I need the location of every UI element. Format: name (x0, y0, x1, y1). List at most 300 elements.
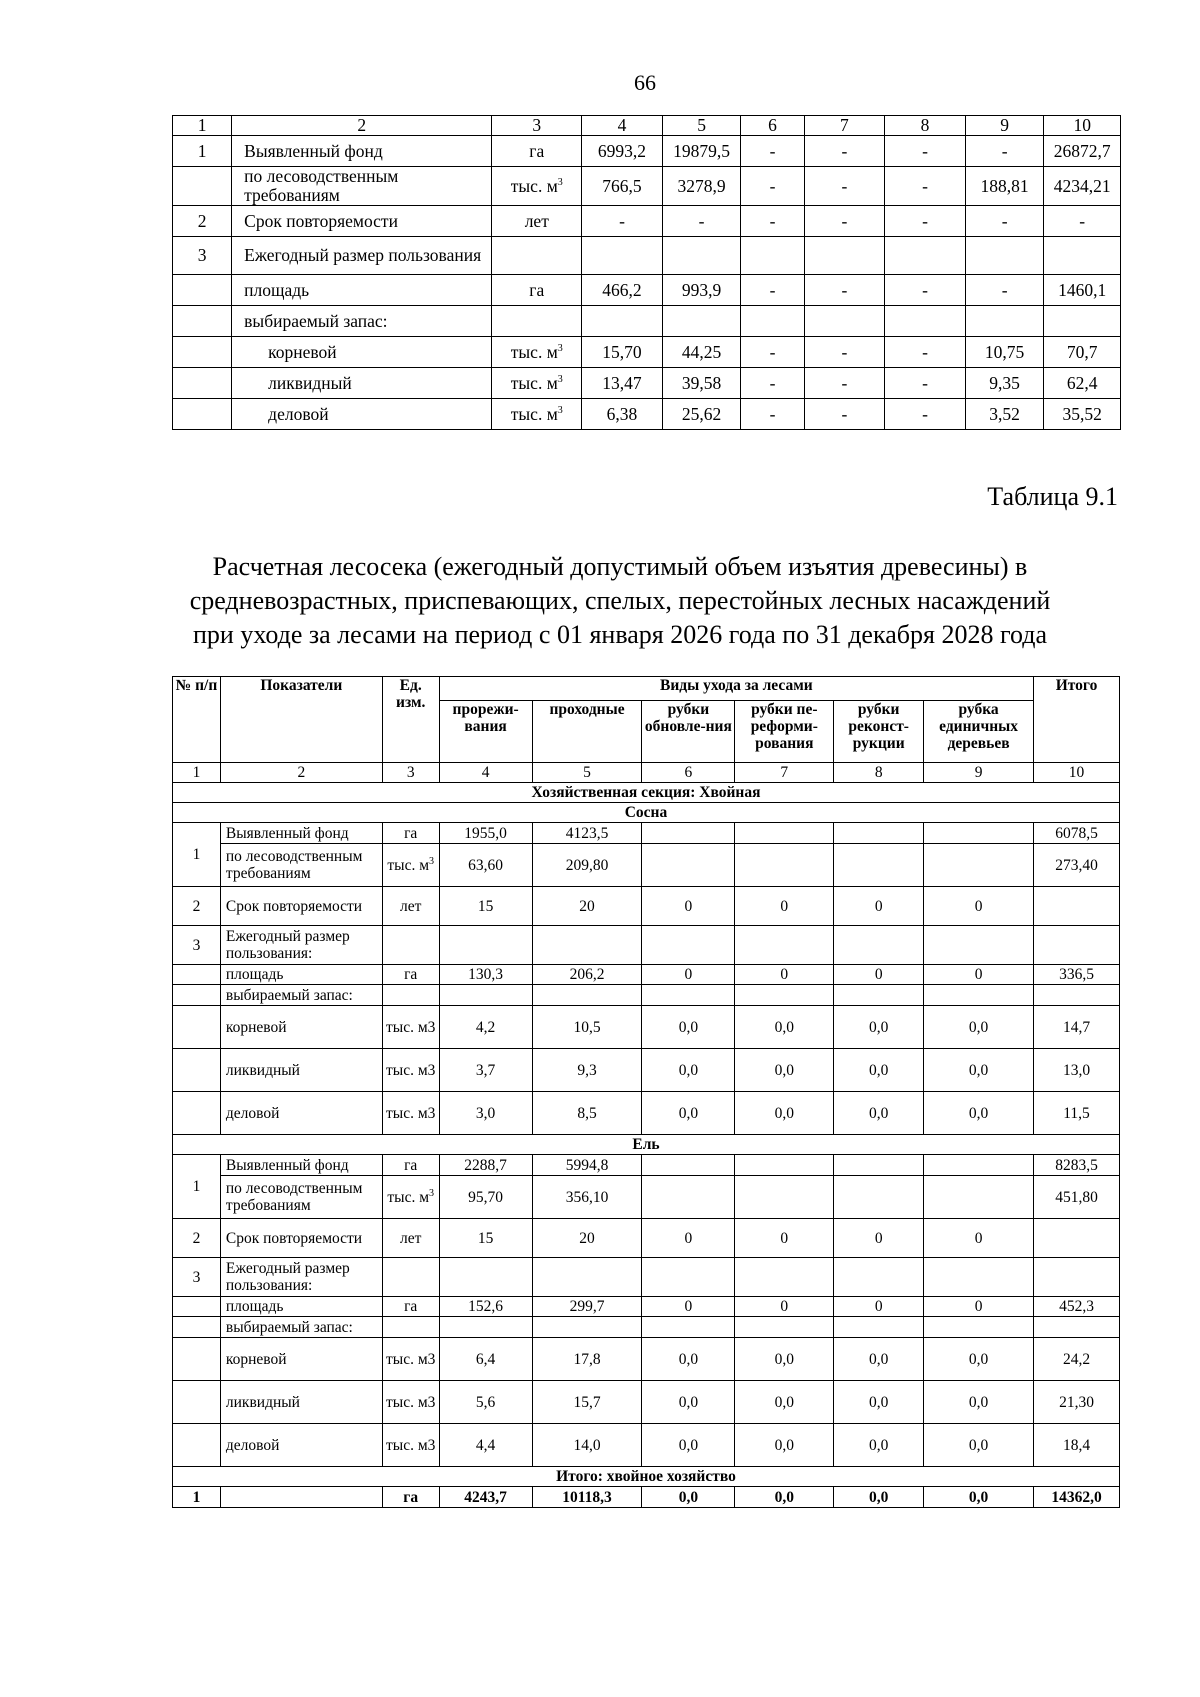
value-cell: 10118,3 (532, 1487, 642, 1508)
table-row (173, 399, 1121, 430)
table-row (173, 1258, 1120, 1297)
value-cell: 766,5 (582, 167, 663, 206)
value-cell: 206,2 (532, 965, 642, 985)
unit-text: тыс. м (510, 175, 558, 196)
value-cell: 15 (439, 1219, 532, 1258)
value-cell: - (741, 136, 804, 167)
row-label: ликвидный (220, 1049, 382, 1092)
value-cell (1044, 237, 1121, 275)
empty-cell (173, 1297, 221, 1317)
value-cell (834, 823, 924, 844)
total-row (173, 1487, 1120, 1508)
row-label: деловой (220, 1092, 382, 1135)
empty-cell (382, 1317, 439, 1338)
row-unit (382, 823, 439, 844)
empty-cell (173, 1338, 221, 1381)
empty-cell (532, 1258, 642, 1297)
table-row (173, 1006, 1120, 1049)
table-row (173, 1092, 1120, 1135)
value-cell: 25,62 (662, 399, 741, 430)
species-row (173, 803, 1120, 823)
value-cell: 0 (735, 1219, 834, 1258)
value-cell: - (885, 136, 966, 167)
column-number: 7 (735, 763, 834, 783)
value-cell: 8,5 (532, 1092, 642, 1135)
value-cell (735, 1176, 834, 1219)
row-number (173, 167, 232, 206)
value-cell: 0,0 (924, 1381, 1034, 1424)
empty-cell (924, 926, 1034, 965)
value-cell: 6078,5 (1034, 823, 1120, 844)
value-cell: 4243,7 (439, 1487, 532, 1508)
total-title-row-title: Итого: хвойное хозяйство (173, 1467, 1120, 1487)
row-label: площадь (220, 1297, 382, 1317)
empty-cell (382, 1258, 439, 1297)
unit-text: тыс. м3 (386, 1350, 436, 1368)
value-cell: 14362,0 (1034, 1487, 1120, 1508)
row-label: выбираемый запас: (220, 985, 382, 1006)
table-row (173, 844, 1120, 887)
table-caption: Таблица 9.1 (987, 482, 1118, 511)
value-cell: 4123,5 (532, 823, 642, 844)
value-cell (1034, 1219, 1120, 1258)
value-cell: 993,9 (662, 275, 741, 306)
value-cell: 0,0 (834, 1049, 924, 1092)
value-cell (834, 1176, 924, 1219)
empty-cell (642, 1317, 735, 1338)
value-cell: - (804, 399, 885, 430)
value-cell: 0,0 (642, 1424, 735, 1467)
value-cell: 452,3 (1034, 1297, 1120, 1317)
column-number: 1 (173, 763, 221, 783)
value-cell (735, 823, 834, 844)
table-row (173, 1049, 1120, 1092)
row-number: 2 (173, 206, 232, 237)
value-cell (735, 844, 834, 887)
row-unit (382, 1487, 439, 1508)
empty-cell (173, 1317, 221, 1338)
value-cell (804, 306, 885, 337)
value-cell (582, 237, 663, 275)
table-row (173, 1297, 1120, 1317)
section-row-title: Хозяйственная секция: Хвойная (173, 783, 1120, 803)
value-cell (662, 306, 741, 337)
row-number (173, 368, 232, 399)
value-cell: 0,0 (834, 1092, 924, 1135)
unit-text: тыс. м3 (386, 1018, 436, 1036)
value-cell: 15,70 (582, 337, 663, 368)
value-cell: - (741, 368, 804, 399)
table-row (173, 206, 1121, 237)
value-cell: 1460,1 (1044, 275, 1121, 306)
row-unit (382, 1338, 439, 1381)
unit-text: тыс. м (387, 856, 430, 874)
value-cell: 10,5 (532, 1006, 642, 1049)
value-cell: 0,0 (924, 1092, 1034, 1135)
value-cell: 10,75 (965, 337, 1044, 368)
empty-cell (1034, 1258, 1120, 1297)
row-label: Срок повторяемости (232, 206, 492, 237)
unit-text: га (404, 1298, 418, 1315)
row-label: Срок повторяемости (220, 1219, 382, 1258)
row-label: деловой (220, 1424, 382, 1467)
row-unit (382, 1176, 439, 1219)
row-unit (492, 275, 582, 306)
value-cell: 0 (924, 887, 1034, 926)
value-cell: - (885, 337, 966, 368)
value-cell (741, 237, 804, 275)
empty-cell (642, 985, 735, 1006)
value-cell: - (741, 167, 804, 206)
value-cell: - (885, 275, 966, 306)
column-number: 4 (582, 116, 663, 136)
value-cell (965, 237, 1044, 275)
value-cell (582, 306, 663, 337)
empty-cell (1034, 1317, 1120, 1338)
value-cell (642, 823, 735, 844)
column-number: 10 (1034, 763, 1120, 783)
row-label (220, 1487, 382, 1508)
table-row (173, 887, 1120, 926)
value-cell: 0,0 (834, 1487, 924, 1508)
value-cell: - (741, 206, 804, 237)
value-cell: 0,0 (924, 1424, 1034, 1467)
value-cell: - (662, 206, 741, 237)
value-cell: 0,0 (834, 1424, 924, 1467)
unit-superscript: 3 (557, 342, 563, 354)
unit-text: га (529, 140, 545, 161)
row-label: по лесоводственным требованиям (232, 167, 492, 206)
table-row (173, 136, 1121, 167)
value-cell: 0 (924, 1219, 1034, 1258)
empty-cell (924, 1258, 1034, 1297)
value-cell: 0,0 (924, 1487, 1034, 1508)
table-row (173, 985, 1120, 1006)
row-unit (382, 1424, 439, 1467)
value-cell: 0,0 (924, 1338, 1034, 1381)
row-label: Выявленный фонд (220, 823, 382, 844)
unit-text: тыс. м3 (386, 1104, 436, 1122)
row-label: площадь (220, 965, 382, 985)
value-cell: 20 (532, 1219, 642, 1258)
column-number: 6 (642, 763, 735, 783)
unit-text: га (403, 1488, 419, 1506)
table-row (173, 275, 1121, 306)
empty-cell (382, 926, 439, 965)
value-cell: 13,47 (582, 368, 663, 399)
row-unit (382, 844, 439, 887)
column-number: 3 (492, 116, 582, 136)
empty-cell (642, 926, 735, 965)
empty-cell (173, 1381, 221, 1424)
row-unit (492, 337, 582, 368)
empty-cell (735, 926, 834, 965)
empty-cell (834, 926, 924, 965)
row-label: выбираемый запас: (232, 306, 492, 337)
value-cell: 5994,8 (532, 1155, 642, 1176)
value-cell: - (804, 275, 885, 306)
value-cell: 4,2 (439, 1006, 532, 1049)
row-number: 1 (173, 1155, 221, 1219)
value-cell: 35,52 (1044, 399, 1121, 430)
header-type: рубки реконст-рукции (834, 701, 924, 763)
unit-text: лет (400, 1229, 422, 1247)
table-row (173, 337, 1121, 368)
row-label: ликвидный (232, 368, 492, 399)
value-cell: 0,0 (735, 1338, 834, 1381)
value-cell: 14,7 (1034, 1006, 1120, 1049)
row-unit (492, 167, 582, 206)
value-cell: 8283,5 (1034, 1155, 1120, 1176)
row-unit (382, 887, 439, 926)
row-number: 1 (173, 136, 232, 167)
value-cell: 19879,5 (662, 136, 741, 167)
value-cell: 20 (532, 887, 642, 926)
row-label: корневой (232, 337, 492, 368)
value-cell: - (804, 136, 885, 167)
unit-superscript: 3 (557, 373, 563, 385)
unit-text: га (404, 824, 418, 842)
row-unit (492, 368, 582, 399)
value-cell: 0,0 (735, 1006, 834, 1049)
unit-text: тыс. м (510, 403, 558, 424)
row-unit (492, 136, 582, 167)
row-label: Ежегодный размер пользования: (220, 1258, 382, 1297)
column-number: 8 (885, 116, 966, 136)
empty-cell (439, 985, 532, 1006)
empty-cell (834, 985, 924, 1006)
empty-cell (735, 1258, 834, 1297)
value-cell: 0 (642, 1297, 735, 1317)
value-cell (965, 306, 1044, 337)
table-row-col-numbers (173, 116, 1121, 136)
column-number: 9 (924, 763, 1034, 783)
value-cell (885, 306, 966, 337)
value-cell: 336,5 (1034, 965, 1120, 985)
value-cell (735, 1155, 834, 1176)
value-cell: 0 (735, 965, 834, 985)
value-cell: 3,0 (439, 1092, 532, 1135)
total-title-row (173, 1467, 1120, 1487)
empty-cell (1034, 926, 1120, 965)
unit-text: лет (524, 210, 549, 231)
row-label: Срок повторяемости (220, 887, 382, 926)
row-number: 3 (173, 926, 221, 965)
unit-text: тыс. м (510, 372, 558, 393)
value-cell: 466,2 (582, 275, 663, 306)
value-cell: 3,7 (439, 1049, 532, 1092)
row-number (173, 399, 232, 430)
table-row (173, 965, 1120, 985)
value-cell: 0,0 (834, 1338, 924, 1381)
table-row (173, 167, 1121, 206)
unit-text: га (404, 966, 418, 983)
unit-superscript: 3 (429, 855, 435, 867)
row-label: корневой (220, 1338, 382, 1381)
row-label: Ежегодный размер пользования: (220, 926, 382, 965)
value-cell: 0,0 (834, 1006, 924, 1049)
value-cell: 0 (642, 965, 735, 985)
value-cell (1034, 887, 1120, 926)
value-cell: 152,6 (439, 1297, 532, 1317)
value-cell: - (741, 337, 804, 368)
empty-cell (439, 926, 532, 965)
value-cell: 0,0 (642, 1338, 735, 1381)
value-cell: 14,0 (532, 1424, 642, 1467)
value-cell (1044, 306, 1121, 337)
species-row (173, 1135, 1120, 1155)
value-cell: 9,3 (532, 1049, 642, 1092)
value-cell: - (885, 399, 966, 430)
value-cell: 44,25 (662, 337, 741, 368)
value-cell: 0,0 (642, 1092, 735, 1135)
empty-cell (439, 1258, 532, 1297)
value-cell (885, 237, 966, 275)
column-number: 6 (741, 116, 804, 136)
row-number: 1 (173, 823, 221, 887)
value-cell: 0,0 (735, 1049, 834, 1092)
value-cell: 2288,7 (439, 1155, 532, 1176)
value-cell: 0 (735, 887, 834, 926)
value-cell: 273,40 (1034, 844, 1120, 887)
column-number: 7 (804, 116, 885, 136)
value-cell: 299,7 (532, 1297, 642, 1317)
value-cell: 0,0 (735, 1381, 834, 1424)
value-cell: 15,7 (532, 1381, 642, 1424)
value-cell (924, 823, 1034, 844)
empty-cell (173, 985, 221, 1006)
row-unit (492, 237, 582, 275)
empty-cell (532, 985, 642, 1006)
value-cell: 0,0 (735, 1092, 834, 1135)
empty-cell (924, 1317, 1034, 1338)
value-cell: 0,0 (834, 1381, 924, 1424)
value-cell: 0,0 (924, 1006, 1034, 1049)
value-cell: - (885, 167, 966, 206)
value-cell: 15 (439, 887, 532, 926)
title-line: средневозрастных, приспевающих, спелых, перестойных лесных насаждений (189, 586, 1051, 615)
value-cell (924, 844, 1034, 887)
value-cell: - (804, 167, 885, 206)
value-cell: - (965, 275, 1044, 306)
value-cell: 62,4 (1044, 368, 1121, 399)
value-cell: - (804, 368, 885, 399)
row-unit (382, 1297, 439, 1317)
value-cell: 209,80 (532, 844, 642, 887)
empty-cell (173, 1092, 221, 1135)
header-type: рубки обновле-ния (642, 701, 735, 763)
header-type: прорежи-вания (439, 701, 532, 763)
value-cell: - (1044, 206, 1121, 237)
table-row (173, 1338, 1120, 1381)
value-cell: 356,10 (532, 1176, 642, 1219)
value-cell (741, 306, 804, 337)
table-row (173, 1176, 1120, 1219)
row-number: 1 (173, 1487, 221, 1508)
value-cell: 70,7 (1044, 337, 1121, 368)
header-num: № п/п (173, 677, 221, 763)
row-number (173, 337, 232, 368)
value-cell: 95,70 (439, 1176, 532, 1219)
value-cell: - (804, 206, 885, 237)
value-cell: - (741, 399, 804, 430)
row-label: Выявленный фонд (232, 136, 492, 167)
unit-superscript: 3 (557, 176, 563, 188)
empty-cell (173, 1049, 221, 1092)
value-cell: 6993,2 (582, 136, 663, 167)
row-number: 2 (173, 887, 221, 926)
table-row (173, 368, 1121, 399)
value-cell: 0 (834, 1219, 924, 1258)
row-label: корневой (220, 1006, 382, 1049)
header-type: рубка единичных деревьев (924, 701, 1034, 763)
table-row (173, 926, 1120, 965)
empty-cell (173, 1006, 221, 1049)
empty-cell (642, 1258, 735, 1297)
value-cell (834, 1155, 924, 1176)
value-cell: 0,0 (642, 1049, 735, 1092)
value-cell (662, 237, 741, 275)
empty-cell (439, 1317, 532, 1338)
value-cell: 17,8 (532, 1338, 642, 1381)
value-cell: 24,2 (1034, 1338, 1120, 1381)
row-unit (492, 206, 582, 237)
header-type: рубки пе-реформи-рования (735, 701, 834, 763)
row-label: ликвидный (220, 1381, 382, 1424)
table-row (173, 306, 1121, 337)
column-number: 3 (382, 763, 439, 783)
value-cell: 0 (642, 1219, 735, 1258)
row-unit (492, 399, 582, 430)
value-cell: - (804, 337, 885, 368)
column-number: 1 (173, 116, 232, 136)
value-cell: 6,38 (582, 399, 663, 430)
empty-cell (834, 1317, 924, 1338)
value-cell: - (582, 206, 663, 237)
value-cell (804, 237, 885, 275)
value-cell: 3278,9 (662, 167, 741, 206)
page-number: 66 (634, 70, 656, 95)
value-cell: 0 (924, 965, 1034, 985)
row-unit (382, 1006, 439, 1049)
row-label: по лесоводственным требованиям (220, 1176, 382, 1219)
table-row (173, 1424, 1120, 1467)
empty-cell (382, 985, 439, 1006)
row-number: 3 (173, 237, 232, 275)
empty-cell (1034, 985, 1120, 1006)
column-number: 4 (439, 763, 532, 783)
row-label: Ежегодный размер пользования (232, 237, 492, 275)
column-number: 9 (965, 116, 1044, 136)
value-cell: 0,0 (642, 1381, 735, 1424)
column-number: 8 (834, 763, 924, 783)
empty-cell (532, 926, 642, 965)
value-cell: 130,3 (439, 965, 532, 985)
value-cell: 13,0 (1034, 1049, 1120, 1092)
value-cell: - (885, 368, 966, 399)
value-cell: 0 (642, 887, 735, 926)
table-row (173, 1381, 1120, 1424)
row-label: деловой (232, 399, 492, 430)
value-cell: 0 (834, 965, 924, 985)
value-cell: 11,5 (1034, 1092, 1120, 1135)
unit-text: тыс. м3 (386, 1393, 436, 1411)
empty-cell (532, 1317, 642, 1338)
section-row (173, 783, 1120, 803)
value-cell: - (885, 206, 966, 237)
value-cell (642, 1155, 735, 1176)
value-cell: 0,0 (642, 1487, 735, 1508)
